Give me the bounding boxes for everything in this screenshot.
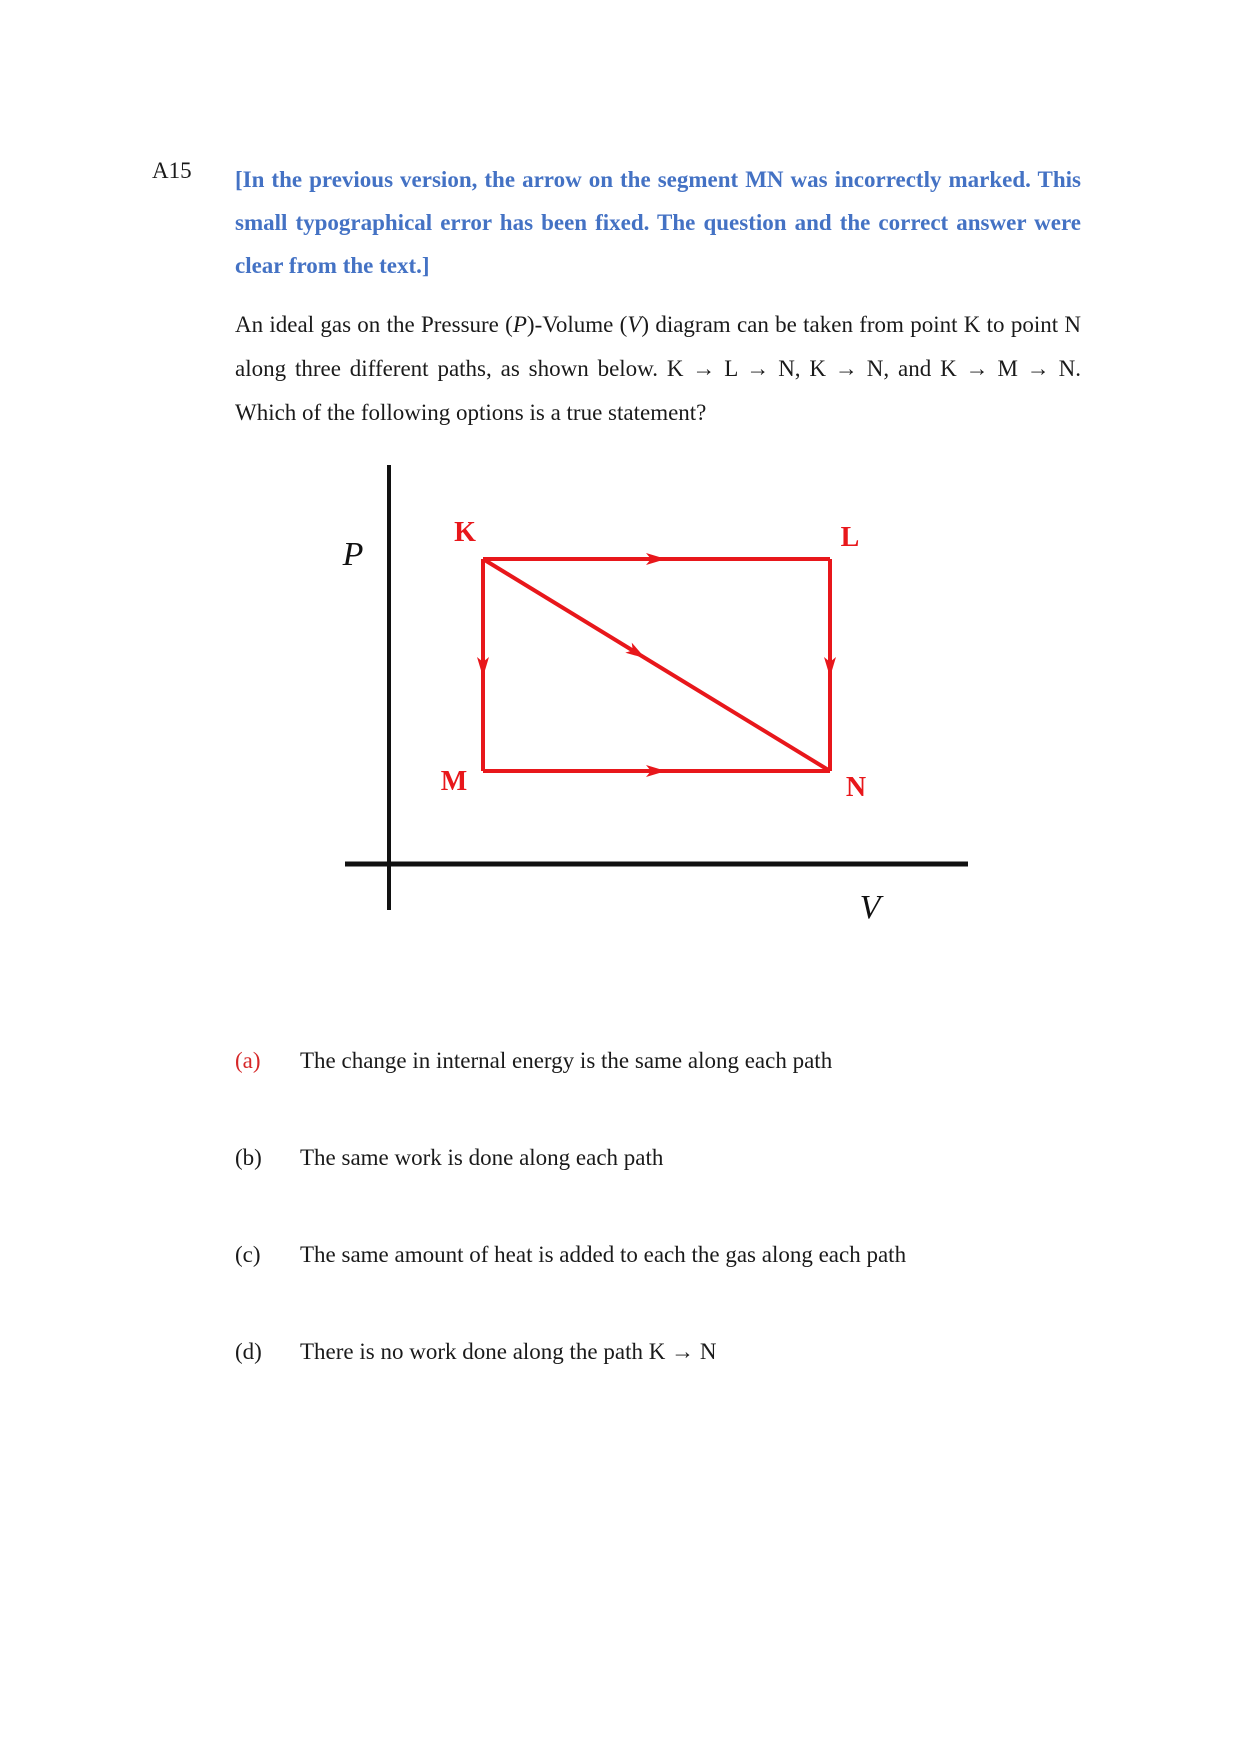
correction-note: [In the previous version, the arrow on the segment MN was incorrectly marked. This small typographical error has been fixed. The question and the correct answer were clear from the text.] bbox=[235, 167, 1081, 278]
pressure-axis-label: P bbox=[342, 536, 364, 573]
point-label-k: K bbox=[454, 517, 476, 548]
point-label-m: M bbox=[440, 766, 468, 797]
stem-part-2: )-Volume ( bbox=[526, 312, 628, 337]
option-a-label: (a) bbox=[235, 1048, 261, 1073]
option-c bbox=[235, 1242, 906, 1268]
stem-part-3: ) diagram can be taken from point K to point N along three different paths, as shown below. K → L → N, K → N, and K → M → N. Which of the following options is a true statement? bbox=[235, 312, 1082, 425]
option-b bbox=[235, 1145, 663, 1171]
option-d bbox=[235, 1339, 716, 1365]
option-c-text: The same amount of heat is added to each the gas along each path bbox=[300, 1242, 907, 1267]
pressure-symbol: P bbox=[512, 312, 527, 337]
option-b-text: The same work is done along each path bbox=[300, 1145, 664, 1170]
volume-symbol: V bbox=[627, 312, 642, 337]
volume-axis-label: V bbox=[859, 889, 881, 926]
option-a-text: The change in internal energy is the same along each path bbox=[300, 1048, 833, 1073]
path-k-n bbox=[483, 559, 830, 771]
option-c-label: (c) bbox=[235, 1242, 261, 1267]
question-number: A15 bbox=[152, 158, 192, 183]
option-a bbox=[235, 1048, 832, 1074]
point-label-n: N bbox=[845, 772, 867, 803]
option-d-label: (d) bbox=[235, 1339, 262, 1364]
point-label-l: L bbox=[840, 522, 860, 553]
option-b-label: (b) bbox=[235, 1145, 262, 1170]
stem-part-1: An ideal gas on the Pressure ( bbox=[235, 312, 513, 337]
option-d-text: There is no work done along the path K → N bbox=[300, 1339, 717, 1364]
